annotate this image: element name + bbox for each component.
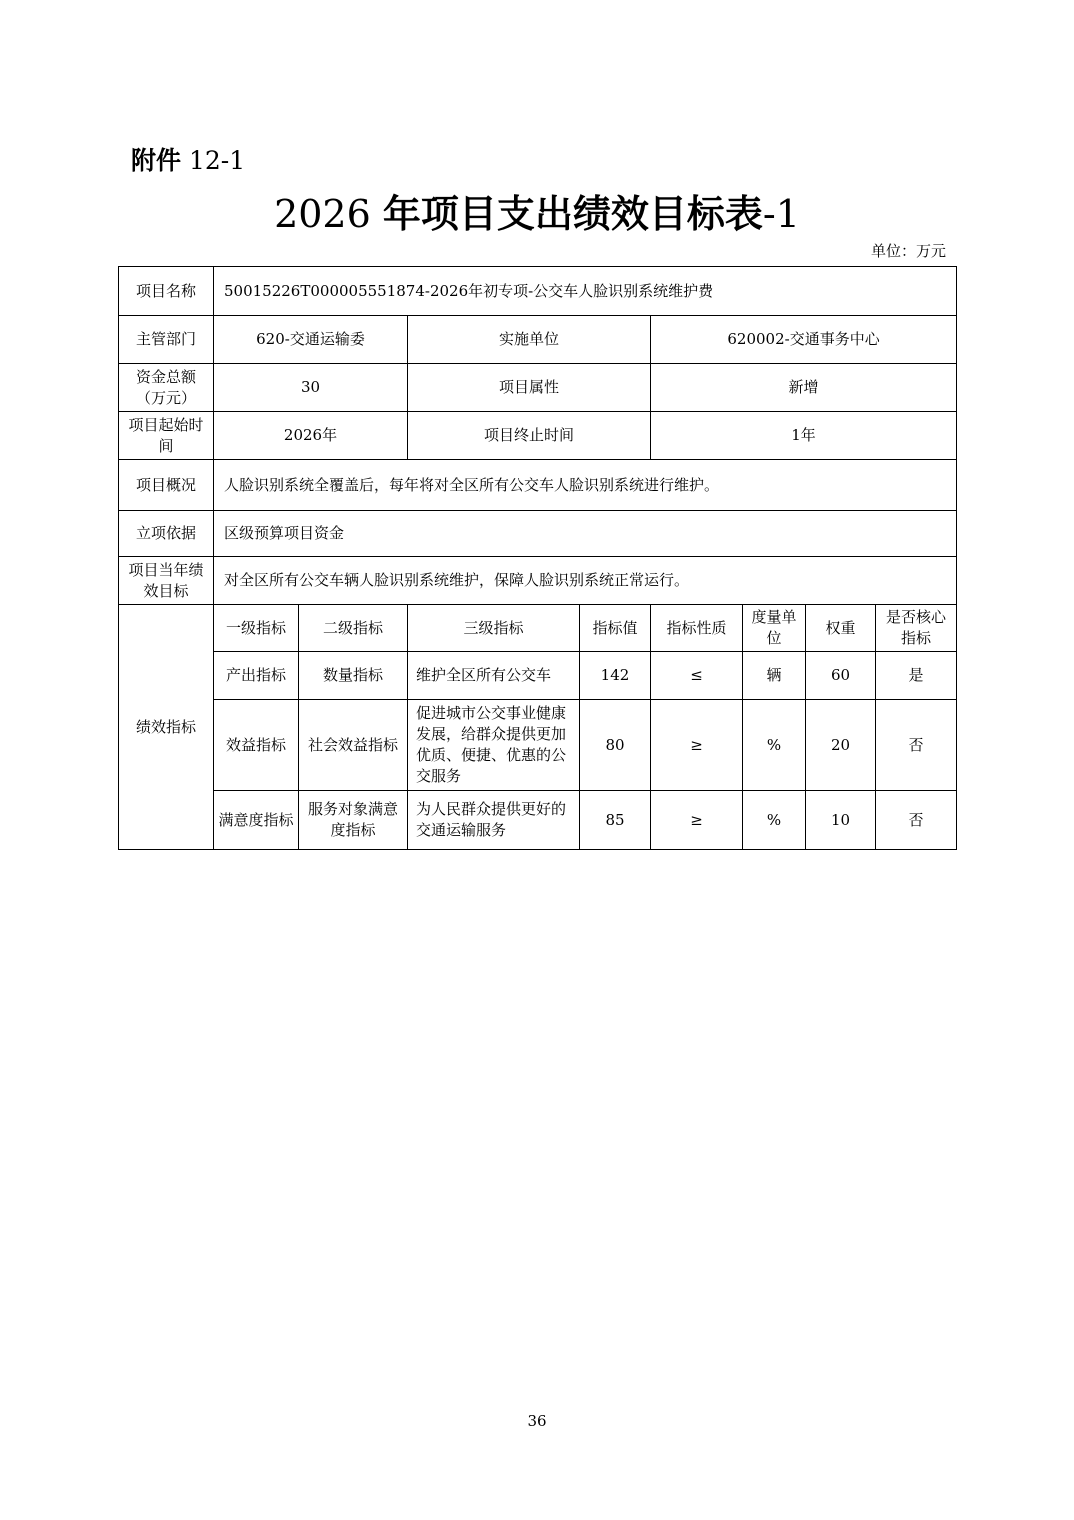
- indicator-level2: 数量指标: [299, 652, 408, 700]
- indicator-level1: 效益指标: [214, 700, 299, 791]
- indicator-level3: 为人民群众提供更好的交通运输服务: [408, 791, 580, 850]
- dept-label: 主管部门: [119, 316, 214, 364]
- impl-label: 实施单位: [408, 316, 651, 364]
- indicator-unit: %: [743, 700, 806, 791]
- indicator-unit: 辆: [743, 652, 806, 700]
- row-basis: [119, 511, 957, 557]
- title-suffix: -1: [762, 192, 800, 236]
- indicator-nature: ≥: [651, 700, 743, 791]
- page-number: 36: [527, 1412, 547, 1430]
- indicator-nature: ≤: [651, 652, 743, 700]
- project-name-label: 项目名称: [119, 267, 214, 316]
- indicator-weight: 10: [806, 791, 876, 850]
- start-label: 项目起始时间: [119, 412, 214, 460]
- indicator-value: 142: [580, 652, 651, 700]
- indicator-weight: 20: [806, 700, 876, 791]
- header-nature: 指标性质: [651, 605, 743, 652]
- indicator-level2: 社会效益指标: [299, 700, 408, 791]
- header-level3: 三级指标: [408, 605, 580, 652]
- attachment-label: [131, 143, 245, 179]
- row-period: [119, 412, 957, 460]
- header-level2: 二级指标: [299, 605, 408, 652]
- attr-label: 项目属性: [408, 364, 651, 412]
- overview-label: 项目概况: [119, 460, 214, 511]
- unit-note: 单位：万元: [870, 242, 946, 260]
- header-unit: 度量单位: [743, 605, 806, 652]
- fund-label: 资金总额（万元）: [119, 364, 214, 412]
- attachment-word: 附件: [131, 146, 182, 175]
- indicator-weight: 60: [806, 652, 876, 700]
- row-fund: [119, 364, 957, 412]
- header-value: 指标值: [580, 605, 651, 652]
- row-overview: [119, 460, 957, 511]
- page-title: [0, 186, 1074, 242]
- indicator-level1: 产出指标: [214, 652, 299, 700]
- dept-value: 620-交通运输委: [214, 316, 408, 364]
- indicator-level1: 满意度指标: [214, 791, 299, 850]
- indicator-core: 是: [876, 652, 957, 700]
- header-level1: 一级指标: [214, 605, 299, 652]
- header-weight: 权重: [806, 605, 876, 652]
- title-year: 2026: [274, 192, 371, 236]
- basis-value: 区级预算项目资金: [214, 511, 957, 557]
- goal-label: 项目当年绩效目标: [119, 557, 214, 605]
- indicator-row: [119, 791, 957, 850]
- indicator-unit: %: [743, 791, 806, 850]
- indicator-value: 80: [580, 700, 651, 791]
- indicator-nature: ≥: [651, 791, 743, 850]
- title-main: 年项目支出绩效目标表: [382, 192, 763, 236]
- attachment-number: 12-1: [188, 146, 246, 175]
- fund-value: 30: [214, 364, 408, 412]
- performance-table: [118, 266, 957, 850]
- start-value: 2026年: [214, 412, 408, 460]
- indicators-section-label: 绩效指标: [119, 605, 214, 850]
- header-core: 是否核心指标: [876, 605, 957, 652]
- overview-value: 人脸识别系统全覆盖后，每年将对全区所有公交车人脸识别系统进行维护。: [214, 460, 957, 511]
- indicator-level3: 维护全区所有公交车: [408, 652, 580, 700]
- row-project-name: [119, 267, 957, 316]
- goal-value: 对全区所有公交车辆人脸识别系统维护，保障人脸识别系统正常运行。: [214, 557, 957, 605]
- attr-value: 新增: [651, 364, 957, 412]
- indicator-level3: 促进城市公交事业健康发展，给群众提供更加优质、便捷、优惠的公交服务: [408, 700, 580, 791]
- indicator-level2: 服务对象满意度指标: [299, 791, 408, 850]
- end-value: 1年: [651, 412, 957, 460]
- indicator-core: 否: [876, 791, 957, 850]
- indicator-core: 否: [876, 700, 957, 791]
- indicator-row: [119, 652, 957, 700]
- indicator-row: [119, 700, 957, 791]
- row-goal: [119, 557, 957, 605]
- indicator-value: 85: [580, 791, 651, 850]
- row-department: [119, 316, 957, 364]
- end-label: 项目终止时间: [408, 412, 651, 460]
- basis-label: 立项依据: [119, 511, 214, 557]
- project-name-value: 50015226T000005551874-2026年初专项-公交车人脸识别系统维护费: [214, 267, 957, 316]
- impl-value: 620002-交通事务中心: [651, 316, 957, 364]
- indicator-header-row: [119, 605, 957, 652]
